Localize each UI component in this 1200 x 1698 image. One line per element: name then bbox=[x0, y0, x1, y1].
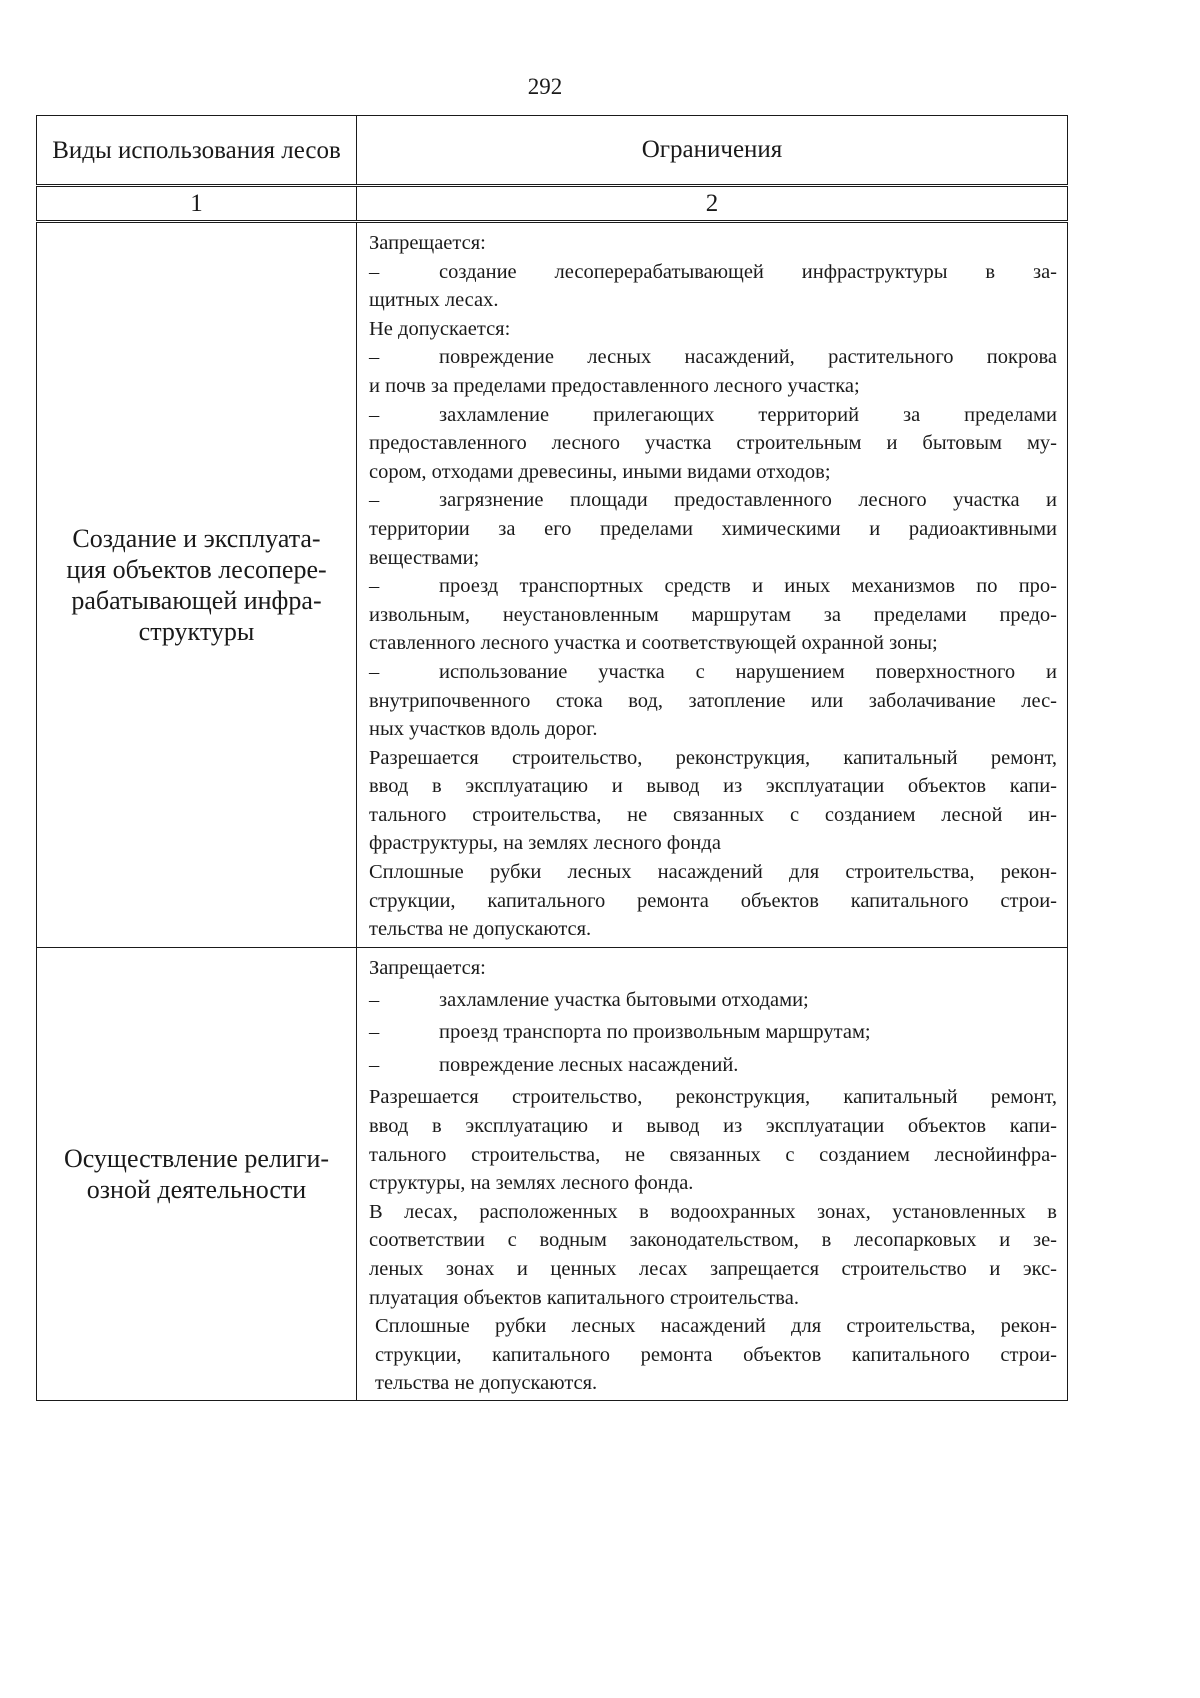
water-zone-line: В лесах, расположенных в водоохранных зонах, установленных в bbox=[369, 1200, 1057, 1223]
list-item-cont: предоставленного лесного участка строительным и бытовым му- bbox=[369, 432, 1057, 455]
allowed-line: тального строительства, не связанных с созданием лесной ин- bbox=[369, 803, 1057, 826]
list-item: – повреждение лесных насаждений. bbox=[369, 1051, 1057, 1080]
column-number-2: 2 bbox=[357, 186, 1068, 222]
list-item-cont: территории за его пределами химическими и радиоактивными bbox=[369, 517, 1057, 540]
row-restrictions bbox=[357, 222, 1068, 948]
table-header-row bbox=[37, 116, 1068, 186]
type-line: Осуществление религи- bbox=[63, 1143, 330, 1173]
list-item-cont: ных участков вдоль дорог. bbox=[369, 718, 598, 741]
allowed-line: ввод в эксплуатацию и вывод из эксплуатации объектов капи- bbox=[369, 1114, 1057, 1137]
dash-marker: – bbox=[369, 260, 380, 283]
list-item: – захламление участка бытовыми отходами; bbox=[369, 986, 1057, 1015]
prohibited-label: Запрещается: bbox=[369, 957, 486, 979]
header-col2-text: Ограничения bbox=[641, 136, 783, 163]
table-row bbox=[37, 948, 1068, 1401]
header-col1-text: Виды использования лесов bbox=[52, 137, 341, 164]
water-zone-line: леных зонах и ценных лесах запрещается строительство и экс- bbox=[369, 1257, 1057, 1280]
dash-marker: – bbox=[369, 403, 380, 426]
dash-marker: – bbox=[369, 346, 380, 369]
list-item: – использование участка с нарушением поверхностного и bbox=[369, 658, 1057, 687]
type-line: рабатывающей инфра- bbox=[71, 586, 322, 615]
prohibited-label: Запрещается: bbox=[369, 232, 486, 254]
dash-marker: – bbox=[369, 1021, 380, 1044]
list-item: – проезд транспорта по произвольным маршрутам; bbox=[369, 1018, 1057, 1047]
restrictions-table bbox=[36, 115, 1068, 1401]
clearcut-line: Сплошные рубки лесных насаждений для строительства, рекон- bbox=[369, 861, 1057, 884]
allowed-line: Разрешается строительство, реконструкция, капитальный ремонт, bbox=[369, 746, 1057, 769]
list-item: – повреждение лесных насаждений, растительного покрова bbox=[369, 343, 1057, 372]
dash-marker: – bbox=[369, 988, 380, 1011]
clearcut-line: струкции, капитального ремонта объектов капитального строи- bbox=[375, 1343, 1057, 1366]
clearcut-line: струкции, капитального ремонта объектов капитального строи- bbox=[369, 889, 1057, 912]
row-forest-use-type bbox=[37, 222, 357, 948]
type-line: озной деятельности bbox=[86, 1174, 307, 1204]
list-item-cont: сором, отходами древесины, иными видами отходов; bbox=[369, 460, 831, 483]
clearcut-line: Сплошные рубки лесных насаждений для строительства, рекон- bbox=[375, 1315, 1057, 1338]
dash-marker: – bbox=[369, 575, 380, 598]
type-line: ция объектов лесопере- bbox=[66, 555, 327, 584]
row-restrictions bbox=[357, 948, 1068, 1401]
header-forest-use-types bbox=[37, 116, 357, 186]
dash-marker: – bbox=[369, 1053, 380, 1076]
type-line: Создание и эксплуата- bbox=[72, 524, 321, 553]
list-item-cont: и почв за пределами предоставленного лесного участка; bbox=[369, 374, 860, 397]
clearcut-block bbox=[369, 1312, 1057, 1398]
list-item-cont: веществами; bbox=[369, 546, 480, 569]
allowed-line: структуры, на землях лесного фонда. bbox=[369, 1172, 694, 1195]
dash-marker: – bbox=[369, 660, 380, 683]
clearcut-line: тельства не допускаются. bbox=[375, 1372, 598, 1395]
column-number-1: 1 bbox=[37, 186, 357, 222]
table-row bbox=[37, 222, 1068, 948]
type-line: структуры bbox=[138, 617, 255, 646]
clearcut-line: тельства не допускаются. bbox=[369, 918, 592, 941]
list-item-cont: щитных лесах. bbox=[369, 289, 499, 312]
list-item-cont: ставленного лесного участка и соответствующей охранной зоны; bbox=[369, 632, 938, 655]
list-item: – создание лесоперерабатывающей инфраструктуры в за- bbox=[369, 258, 1057, 287]
header-restrictions bbox=[357, 116, 1068, 186]
row-forest-use-type bbox=[37, 948, 357, 1401]
list-item-cont: внутрипочвенного стока вод, затопление или заболачивание лес- bbox=[369, 689, 1057, 712]
water-zone-line: плуатация объектов капитального строительства. bbox=[369, 1286, 799, 1309]
not-allowed-label: Не допускается: bbox=[369, 317, 511, 340]
column-number-row bbox=[37, 186, 1068, 222]
dash-marker: – bbox=[369, 489, 380, 512]
page-number: 292 bbox=[527, 74, 563, 99]
list-item: – загрязнение площади предоставленного лесного участка и bbox=[369, 486, 1057, 515]
water-zone-line: соответствии с водным законодательством, в лесопарковых и зе- bbox=[369, 1229, 1057, 1252]
allowed-line: ввод в эксплуатацию и вывод из эксплуатации объектов капи- bbox=[369, 775, 1057, 798]
allowed-line: фраструктуры, на землях лесного фонда bbox=[369, 832, 721, 855]
allowed-line: тального строительства, не связанных с созданием леснойинфра- bbox=[369, 1143, 1057, 1166]
list-item: – захламление прилегающих территорий за пределами bbox=[369, 401, 1057, 430]
list-item-cont: извольным, неустановленным маршрутам за пределами предо- bbox=[369, 603, 1057, 626]
list-item: – проезд транспортных средств и иных механизмов по про- bbox=[369, 572, 1057, 601]
allowed-line: Разрешается строительство, реконструкция, капитальный ремонт, bbox=[369, 1086, 1057, 1109]
